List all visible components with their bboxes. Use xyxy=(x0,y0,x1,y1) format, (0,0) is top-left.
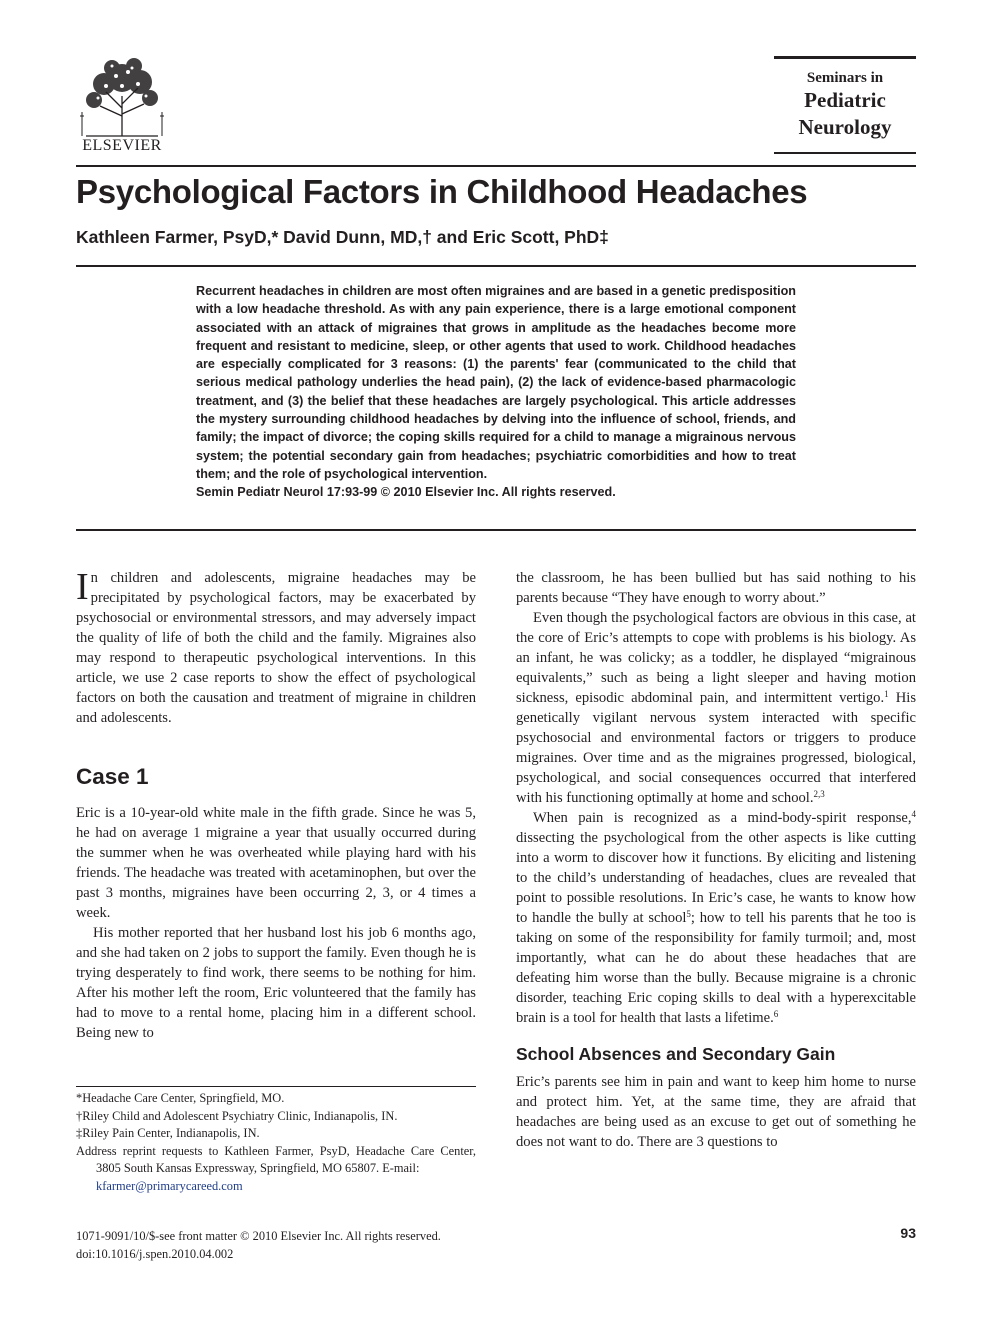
journal-masthead xyxy=(774,56,916,154)
header-rule xyxy=(76,165,916,167)
doi-line[interactable]: doi:10.1016/j.spen.2010.04.002 xyxy=(76,1247,234,1261)
case-1-paragraph-1: Eric is a 10-year-old white male in the fifth grade. Since he was 5, he had on average 1 migraine a year that usually occurred during the summer when he was overheated while playing hard with his friends. The headache was treated with acetaminophen, but over the past 3 months, migraines have been occurring 2, 3, or 4 times a week. xyxy=(76,805,476,921)
reprint-address-text: Address reprint requests to Kathleen Farmer, PsyD, Headache Care Center, 3805 South Kansas Expressway, Springfield, MO 65807. E-mail: xyxy=(76,1143,476,1175)
abstract-bottom-rule xyxy=(76,529,916,531)
publisher-name: ELSEVIER xyxy=(82,137,162,154)
right-paragraph-2 xyxy=(516,608,916,808)
right-paragraph-2-text-a: Even though the psychological factors are obvious in this case, at the core of Eric’s attempts to cope with problems is his biology. As an infant, he was colicky; as a toddler, he displayed “migrainous equivalents,” such as being a light sleeper and having motion sickness, episodic abdominal pain, and intermittent vertigo. xyxy=(516,610,916,706)
left-column xyxy=(76,568,476,728)
case-1-heading: Case 1 xyxy=(76,764,149,789)
journal-line-3: Neurology xyxy=(798,115,892,139)
drop-cap: I xyxy=(76,566,89,608)
issn-line: 1071-9091/10/$-see front matter © 2010 Elsevier Inc. All rights reserved. xyxy=(76,1229,441,1243)
school-paragraph-1: Eric’s parents see him in pain and want to keep him home to nurse and protect him. Yet, at the same time, they are afraid that headaches are being used as an excuse to get out of something he does not want to do. There are 3 questions to xyxy=(516,1074,916,1150)
journal-line-2: Pediatric xyxy=(804,88,886,112)
right-paragraph-3-text-b: dissecting the psychological from the other aspects is like cutting into a worm to discover how it functions. By eliciting and listening to the child’s understanding of headaches, clues are revealed that point to possible resolutions. In Eric’s case, he wants to know how to handle the bully at school xyxy=(516,830,916,926)
right-column xyxy=(516,568,916,1152)
citation-ref[interactable]: 5 xyxy=(686,909,691,919)
journal-line-1: Seminars in xyxy=(806,70,884,86)
intro-paragraph xyxy=(76,568,476,728)
reprint-address xyxy=(76,1143,476,1196)
case-1-body xyxy=(76,803,476,1043)
footnote-rule xyxy=(76,1086,476,1087)
right-paragraph-3-text-c: ; how to tell his parents that he too is taking on some of the responsibility for family turmoil; and, most importantly, what can he do about these headaches that are defeating him worse than the bully. Because migraine is a chronic disorder, teaching Eric coping skills to deal with a hyperexcitable brain is a tool for health that lasts a lifetime. xyxy=(516,910,916,1026)
article-title: Psychological Factors in Childhood Headaches xyxy=(76,173,808,210)
right-paragraph-1: the classroom, he has been bullied but has said nothing to his parents because “They have enough to worry about.” xyxy=(516,570,916,606)
email-link[interactable]: kfarmer@primarycareed.com xyxy=(96,1178,243,1193)
right-paragraph-3 xyxy=(516,808,916,1028)
case-1-paragraph-2: His mother reported that her husband lost his job 6 months ago, and she had taken on 2 jobs to support the family. Even though he is trying desperately to find work, there seems to be nothing for him. After his mother left the room, Eric volunteered that the family has had to move to a rental home, placing him in a different school. Being new to xyxy=(76,925,476,1041)
footnote-affiliation-2: †Riley Child and Adolescent Psychiatry Clinic, Indianapolis, IN. xyxy=(76,1108,398,1123)
right-paragraph-2-text-b: His genetically vigilant nervous system interacted with specific psychosocial and environmental factors or triggers to produce migraines. Over time and as the migraines progressed, biological, psychological, and social consequences occurred that interfered with his functioning optimally at home and school. xyxy=(516,690,916,806)
citation-ref[interactable]: 1 xyxy=(884,689,889,699)
page-number: 93 xyxy=(900,1225,916,1241)
citation-ref[interactable]: 4 xyxy=(911,809,916,819)
abstract-citation: Semin Pediatr Neurol 17:93-99 © 2010 Elsevier Inc. All rights reserved. xyxy=(196,485,616,500)
right-paragraph-3-text-a: When pain is recognized as a mind-body-spirit response, xyxy=(533,810,912,826)
citation-ref[interactable]: 6 xyxy=(773,1009,779,1019)
abstract xyxy=(196,282,796,502)
intro-text: n children and adolescents, migraine headaches may be precipitated by psychological factors, may be exacerbated by psychosocial or environmental stressors, and may adversely impact the quality of life of both the child and the family. Migraines also may respond to therapeutic psychological interventions. In this article, we use 2 case reports to show the effect of psychological factors on both the causation and treatment of migraine in children and adolescents. xyxy=(76,570,476,726)
page-footer xyxy=(76,1227,441,1263)
abstract-top-rule xyxy=(76,265,916,267)
footnote-affiliation-1: *Headache Care Center, Springfield, MO. xyxy=(76,1091,285,1105)
abstract-text: Recurrent headaches in children are most often migraines and are based in a genetic predisposition with a low headache threshold. As with any pain experience, there is a large emotional component associated with an attack of migraines that grows in amplitude as the headaches become more frequent and resistant to medicine, sleep, or other agents that used to work. Childhood headaches are especially complicated for 3 reasons: (1) the parents' fear (communicated to the child that serious medical pathology underlies the head pain), (2) the lack of evidence-based pharmacologic treatment, and (3) the belief that these headaches are largely psychological. This article addresses the mystery surrounding childhood headaches by delving into the influence of school, friends, and family; the impact of divorce; the coping skills required for a child to manage a migrainous nervous system; the potential secondary gain from headaches; psychiatric comorbidities and how to treat them; and the role of psychological intervention. xyxy=(196,284,796,481)
citation-ref[interactable]: 2,3 xyxy=(813,789,825,799)
footnote-affiliation-3: ‡Riley Pain Center, Indianapolis, IN. xyxy=(76,1126,260,1140)
author-list: Kathleen Farmer, PsyD,* David Dunn, MD,† and Eric Scott, PhD‡ xyxy=(76,227,609,247)
school-absences-heading: School Absences and Secondary Gain xyxy=(516,1044,836,1064)
footnotes xyxy=(76,1090,476,1195)
